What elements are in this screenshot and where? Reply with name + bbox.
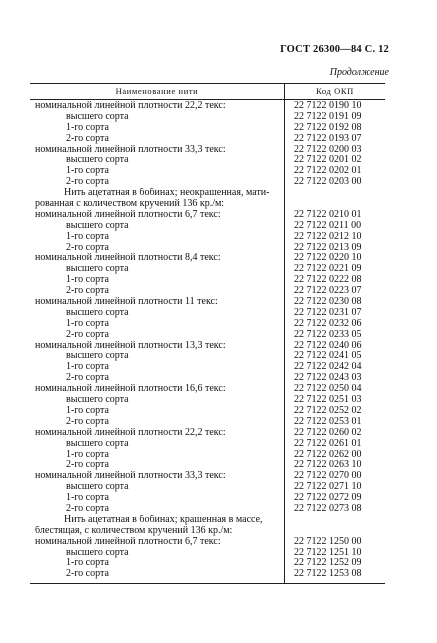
row-code: 22 7122 0212 10 bbox=[294, 231, 362, 242]
row-name: 2-го сорта bbox=[66, 242, 109, 253]
row-code: 22 7122 0190 10 bbox=[294, 101, 362, 111]
row-code: 22 7122 1252 09 bbox=[294, 558, 362, 569]
row-name: номинальной линейной плотности 16,6 текс: bbox=[35, 384, 226, 395]
row-code: 22 7122 0223 07 bbox=[294, 286, 362, 297]
row-code: 22 7122 0200 03 bbox=[294, 144, 362, 155]
row-name: высшего сорта bbox=[66, 220, 129, 231]
row-name: номинальной линейной плотности 13,3 текс: bbox=[35, 340, 226, 351]
row-code: 22 7122 1253 08 bbox=[294, 569, 362, 580]
row-name: 2-го сорта bbox=[66, 177, 109, 188]
document-reference: ГОСТ 26300—84 С. 12 bbox=[280, 44, 389, 55]
row-code: 22 7122 0231 07 bbox=[294, 307, 362, 318]
row-code: 22 7122 0202 01 bbox=[294, 166, 362, 177]
row-name: высшего сорта bbox=[66, 307, 129, 318]
row-name: 1-го сорта bbox=[66, 362, 109, 373]
row-code: 22 7122 0252 02 bbox=[294, 405, 362, 416]
row-code: 22 7122 0240 06 bbox=[294, 340, 362, 351]
row-name: номинальной линейной плотности 8,4 текс: bbox=[35, 253, 221, 264]
row-code bbox=[285, 526, 385, 537]
row-name: 1-го сорта bbox=[66, 166, 109, 177]
row-code: 22 7122 0220 10 bbox=[294, 253, 362, 264]
row-code: 22 7122 0242 04 bbox=[294, 362, 362, 373]
row-code: 22 7122 0263 10 bbox=[294, 460, 362, 471]
row-name: номинальной линейной плотности 22,2 текс: bbox=[35, 101, 226, 111]
row-name: номинальной линейной плотности 6,7 текс: bbox=[35, 209, 221, 220]
row-code: 22 7122 0262 00 bbox=[294, 449, 362, 460]
row-name: 2-го сорта bbox=[66, 329, 109, 340]
row-code: 22 7122 0233 05 bbox=[294, 329, 362, 340]
row-code: 22 7122 0271 10 bbox=[294, 482, 362, 493]
column-header-name: Наименование нити bbox=[30, 84, 285, 99]
row-name: высшего сорта bbox=[66, 155, 129, 166]
row-name: 1-го сорта bbox=[66, 318, 109, 329]
table-body bbox=[30, 100, 385, 583]
continuation-label: Продолжение bbox=[329, 67, 389, 78]
row-code: 22 7122 0210 01 bbox=[294, 209, 362, 220]
row-name: Нить ацетатная в бобинах; крашенная в массе, bbox=[64, 514, 263, 525]
row-name: 1-го сорта bbox=[66, 493, 109, 504]
row-name: высшего сорта bbox=[66, 111, 129, 122]
row-name: рованная с количеством кручений 136 кр./м: bbox=[35, 199, 225, 210]
name-column bbox=[30, 100, 285, 583]
row-code: 22 7122 0251 03 bbox=[294, 395, 362, 406]
row-name: высшего сорта bbox=[66, 482, 129, 493]
row-name: 2-го сорта bbox=[66, 416, 109, 427]
row-name: 1-го сорта bbox=[66, 558, 109, 569]
row-code: 22 7122 0261 01 bbox=[294, 438, 362, 449]
row-code: 22 7122 0260 02 bbox=[294, 427, 362, 438]
row-code bbox=[285, 188, 385, 199]
row-code: 22 7122 0243 03 bbox=[294, 373, 362, 384]
column-header-code: Код ОКП bbox=[316, 86, 354, 96]
row-name: номинальной линейной плотности 22,2 текс: bbox=[35, 427, 226, 438]
row-name: 1-го сорта bbox=[66, 275, 109, 286]
row-code: 22 7122 0270 00 bbox=[294, 471, 362, 482]
row-name: блестящая, с количеством кручений 136 кр./м: bbox=[35, 525, 233, 536]
row-code: 22 7122 0241 05 bbox=[294, 351, 362, 362]
row-code: 22 7122 0211 00 bbox=[294, 220, 362, 231]
code-column bbox=[285, 100, 385, 583]
row-name: 2-го сорта bbox=[66, 503, 109, 514]
row-name: 2-го сорта bbox=[66, 569, 109, 580]
row-name: 1-го сорта bbox=[66, 231, 109, 242]
row-code: 22 7122 0250 04 bbox=[294, 384, 362, 395]
row-code: 22 7122 0213 09 bbox=[294, 242, 362, 253]
row-code: 22 7122 1250 00 bbox=[294, 536, 362, 547]
row-name: высшего сорта bbox=[66, 264, 129, 275]
row-name: высшего сорта bbox=[66, 395, 129, 406]
row-name: 1-го сорта bbox=[66, 122, 109, 133]
row-name: 2-го сорта bbox=[66, 286, 109, 297]
row-code: 22 7122 0273 08 bbox=[294, 503, 362, 514]
row-name: высшего сорта bbox=[66, 547, 129, 558]
row-name: высшего сорта bbox=[66, 438, 129, 449]
table-header bbox=[30, 84, 385, 100]
row-name: Нить ацетатная в бобинах; неокрашенная, мати- bbox=[64, 188, 270, 199]
row-name: номинальной линейной плотности 33,3 текс: bbox=[35, 144, 226, 155]
row-code: 22 7122 0272 09 bbox=[294, 493, 362, 504]
thread-codes-table bbox=[30, 83, 385, 584]
row-code bbox=[285, 199, 385, 210]
row-code: 22 7122 0191 09 bbox=[294, 111, 362, 122]
row-name: высшего сорта bbox=[66, 351, 129, 362]
row-code: 22 7122 0230 08 bbox=[294, 297, 362, 308]
row-code: 22 7122 1251 10 bbox=[294, 547, 362, 558]
row-code: 22 7122 0201 02 bbox=[294, 155, 362, 166]
row-name: номинальной линейной плотности 11 текс: bbox=[35, 297, 218, 308]
row-code: 22 7122 0232 06 bbox=[294, 318, 362, 329]
row-name: 2-го сорта bbox=[66, 460, 109, 471]
row-code: 22 7122 0222 08 bbox=[294, 275, 362, 286]
row-name: номинальной линейной плотности 6,7 текс: bbox=[35, 536, 221, 547]
row-name: номинальной линейной плотности 33,3 текс: bbox=[35, 471, 226, 482]
row-code bbox=[285, 515, 385, 526]
row-name: 1-го сорта bbox=[66, 405, 109, 416]
row-name: 2-го сорта bbox=[66, 373, 109, 384]
row-name: 1-го сорта bbox=[66, 449, 109, 460]
row-code: 22 7122 0203 00 bbox=[294, 177, 362, 188]
row-name: 2-го сорта bbox=[66, 133, 109, 144]
row-code: 22 7122 0253 01 bbox=[294, 416, 362, 427]
row-code: 22 7122 0193 07 bbox=[294, 133, 362, 144]
row-code: 22 7122 0221 09 bbox=[294, 264, 362, 275]
row-code: 22 7122 0192 08 bbox=[294, 122, 362, 133]
